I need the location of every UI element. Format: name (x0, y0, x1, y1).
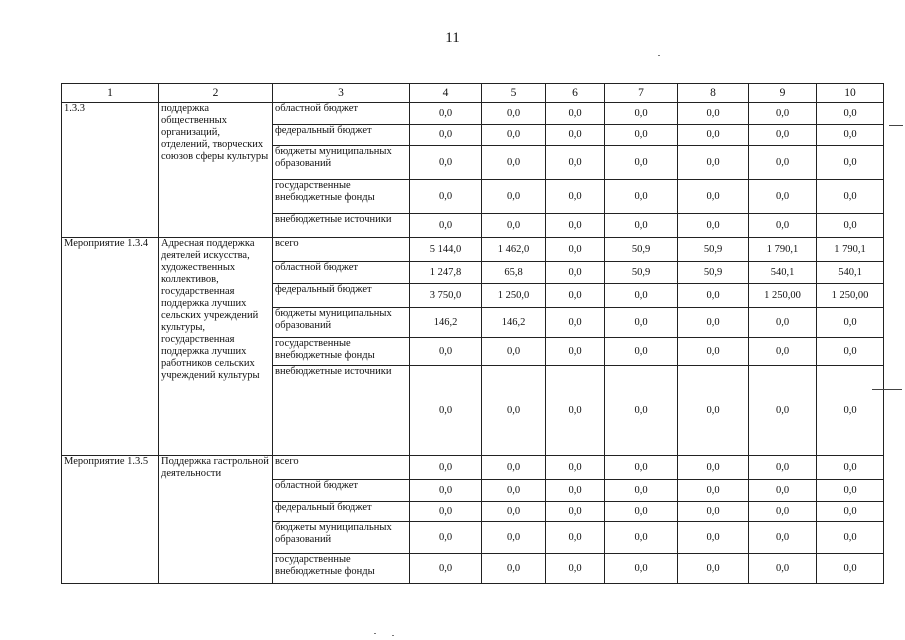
value-cell: 0,0 (482, 456, 546, 480)
column-header: 8 (678, 84, 749, 103)
value-cell: 0,0 (817, 366, 884, 456)
value-cell: 0,0 (482, 125, 546, 146)
column-header: 2 (159, 84, 273, 103)
column-header: 7 (605, 84, 678, 103)
measure-name: Адресная поддержка деятелей искусства, художественных коллективов, государственная поддержка лучших сельских учреждений культуры, государственная поддержка лучших работников сельских учреждений культуры (159, 238, 273, 456)
value-cell: 0,0 (605, 214, 678, 238)
value-cell: 0,0 (605, 125, 678, 146)
value-cell: 0,0 (605, 502, 678, 522)
funding-source: федеральный бюджет (273, 125, 410, 146)
measure-name: поддержка общественных организаций, отделений, творческих союзов сферы культуры (159, 103, 273, 238)
value-cell: 0,0 (482, 146, 546, 180)
value-cell: 1 250,00 (749, 284, 817, 308)
value-cell: 146,2 (410, 308, 482, 338)
value-cell: 540,1 (817, 262, 884, 284)
value-cell: 0,0 (678, 103, 749, 125)
value-cell: 0,0 (817, 480, 884, 502)
value-cell: 0,0 (817, 103, 884, 125)
value-cell: 0,0 (817, 180, 884, 214)
value-cell: 0,0 (749, 180, 817, 214)
header-row (62, 84, 884, 103)
funding-source: государственные внебюджетные фонды (273, 180, 410, 214)
funding-source: государственные внебюджетные фонды (273, 554, 410, 584)
value-cell: 50,9 (678, 262, 749, 284)
margin-mark (872, 389, 902, 390)
value-cell: 0,0 (546, 125, 605, 146)
value-cell: 0,0 (482, 522, 546, 554)
value-cell: 0,0 (678, 180, 749, 214)
value-cell: 50,9 (605, 262, 678, 284)
value-cell: 0,0 (410, 180, 482, 214)
value-cell: 0,0 (817, 456, 884, 480)
measure-code: 1.3.3 (62, 103, 159, 238)
measure-code: Мероприятие 1.3.5 (62, 456, 159, 584)
value-cell: 0,0 (817, 308, 884, 338)
margin-mark (889, 125, 903, 126)
value-cell: 0,0 (605, 366, 678, 456)
value-cell: 5 144,0 (410, 238, 482, 262)
value-cell: 0,0 (605, 146, 678, 180)
value-cell: 0,0 (817, 522, 884, 554)
table-row (62, 103, 884, 125)
value-cell: 0,0 (546, 308, 605, 338)
measure-code: Мероприятие 1.3.4 (62, 238, 159, 456)
value-cell: 0,0 (749, 522, 817, 554)
value-cell: 0,0 (546, 146, 605, 180)
value-cell: 0,0 (749, 214, 817, 238)
value-cell: 65,8 (482, 262, 546, 284)
value-cell: 0,0 (546, 480, 605, 502)
value-cell: 0,0 (410, 554, 482, 584)
value-cell: 0,0 (678, 125, 749, 146)
value-cell: 0,0 (605, 308, 678, 338)
value-cell: 0,0 (605, 338, 678, 366)
value-cell: 0,0 (546, 238, 605, 262)
funding-source: внебюджетные источники (273, 366, 410, 456)
value-cell: 0,0 (410, 480, 482, 502)
column-header: 6 (546, 84, 605, 103)
value-cell: 0,0 (410, 456, 482, 480)
value-cell: 1 250,00 (817, 284, 884, 308)
value-cell: 0,0 (546, 522, 605, 554)
value-cell: 0,0 (410, 103, 482, 125)
value-cell: 0,0 (410, 125, 482, 146)
funding-source: областной бюджет (273, 480, 410, 502)
value-cell: 0,0 (482, 480, 546, 502)
value-cell: 0,0 (817, 338, 884, 366)
funding-source: федеральный бюджет (273, 284, 410, 308)
value-cell: 0,0 (749, 103, 817, 125)
value-cell: 0,0 (546, 284, 605, 308)
funding-source: всего (273, 238, 410, 262)
value-cell: 0,0 (482, 214, 546, 238)
budget-table (61, 83, 884, 584)
funding-source: областной бюджет (273, 103, 410, 125)
value-cell: 0,0 (482, 338, 546, 366)
value-cell: 0,0 (605, 103, 678, 125)
measure-name: Поддержка гастрольной деятельности (159, 456, 273, 584)
value-cell: 0,0 (817, 125, 884, 146)
value-cell: 0,0 (546, 103, 605, 125)
value-cell: 0,0 (605, 180, 678, 214)
scan-speck (658, 55, 660, 56)
value-cell: 1 462,0 (482, 238, 546, 262)
value-cell: 0,0 (546, 456, 605, 480)
column-header: 5 (482, 84, 546, 103)
value-cell: 0,0 (678, 480, 749, 502)
column-header: 3 (273, 84, 410, 103)
value-cell: 0,0 (546, 214, 605, 238)
value-cell: 0,0 (749, 125, 817, 146)
value-cell: 0,0 (749, 502, 817, 522)
value-cell: 0,0 (749, 366, 817, 456)
funding-source: внебюджетные источники (273, 214, 410, 238)
funding-source: федеральный бюджет (273, 502, 410, 522)
value-cell: 0,0 (546, 338, 605, 366)
funding-source: бюджеты муниципальных образований (273, 146, 410, 180)
value-cell: 50,9 (678, 238, 749, 262)
value-cell: 0,0 (749, 480, 817, 502)
value-cell: 0,0 (749, 146, 817, 180)
value-cell: 0,0 (605, 480, 678, 502)
scan-speck (374, 633, 376, 634)
value-cell: 0,0 (605, 554, 678, 584)
value-cell: 0,0 (410, 502, 482, 522)
column-header: 4 (410, 84, 482, 103)
funding-source: бюджеты муниципальных образований (273, 522, 410, 554)
value-cell: 0,0 (749, 338, 817, 366)
table-row (62, 456, 884, 480)
funding-source: бюджеты муниципальных образований (273, 308, 410, 338)
value-cell: 0,0 (482, 502, 546, 522)
value-cell: 3 750,0 (410, 284, 482, 308)
value-cell: 0,0 (749, 554, 817, 584)
value-cell: 0,0 (817, 146, 884, 180)
column-header: 10 (817, 84, 884, 103)
value-cell: 0,0 (410, 522, 482, 554)
value-cell: 0,0 (482, 103, 546, 125)
value-cell: 0,0 (482, 180, 546, 214)
value-cell: 1 790,1 (749, 238, 817, 262)
value-cell: 146,2 (482, 308, 546, 338)
value-cell: 1 250,0 (482, 284, 546, 308)
value-cell: 0,0 (678, 308, 749, 338)
value-cell: 0,0 (817, 214, 884, 238)
value-cell: 1 790,1 (817, 238, 884, 262)
value-cell: 0,0 (678, 366, 749, 456)
value-cell: 50,9 (605, 238, 678, 262)
value-cell: 0,0 (482, 554, 546, 584)
value-cell: 0,0 (678, 554, 749, 584)
value-cell: 0,0 (749, 456, 817, 480)
value-cell: 0,0 (678, 502, 749, 522)
table-row (62, 238, 884, 262)
value-cell: 0,0 (410, 214, 482, 238)
value-cell: 0,0 (817, 502, 884, 522)
value-cell: 0,0 (749, 308, 817, 338)
value-cell: 0,0 (410, 366, 482, 456)
value-cell: 0,0 (546, 366, 605, 456)
page-number: 11 (445, 30, 460, 46)
value-cell: 540,1 (749, 262, 817, 284)
value-cell: 1 247,8 (410, 262, 482, 284)
column-header: 1 (62, 84, 159, 103)
column-header: 9 (749, 84, 817, 103)
funding-source: государственные внебюджетные фонды (273, 338, 410, 366)
value-cell: 0,0 (678, 456, 749, 480)
value-cell: 0,0 (605, 284, 678, 308)
value-cell: 0,0 (678, 338, 749, 366)
value-cell: 0,0 (410, 146, 482, 180)
funding-source: всего (273, 456, 410, 480)
value-cell: 0,0 (678, 522, 749, 554)
value-cell: 0,0 (546, 502, 605, 522)
value-cell: 0,0 (605, 456, 678, 480)
scan-speck (392, 635, 394, 636)
value-cell: 0,0 (546, 554, 605, 584)
value-cell: 0,0 (546, 180, 605, 214)
value-cell: 0,0 (678, 284, 749, 308)
value-cell: 0,0 (482, 366, 546, 456)
value-cell: 0,0 (410, 338, 482, 366)
value-cell: 0,0 (546, 262, 605, 284)
value-cell: 0,0 (817, 554, 884, 584)
value-cell: 0,0 (678, 146, 749, 180)
value-cell: 0,0 (605, 522, 678, 554)
funding-source: областной бюджет (273, 262, 410, 284)
value-cell: 0,0 (678, 214, 749, 238)
